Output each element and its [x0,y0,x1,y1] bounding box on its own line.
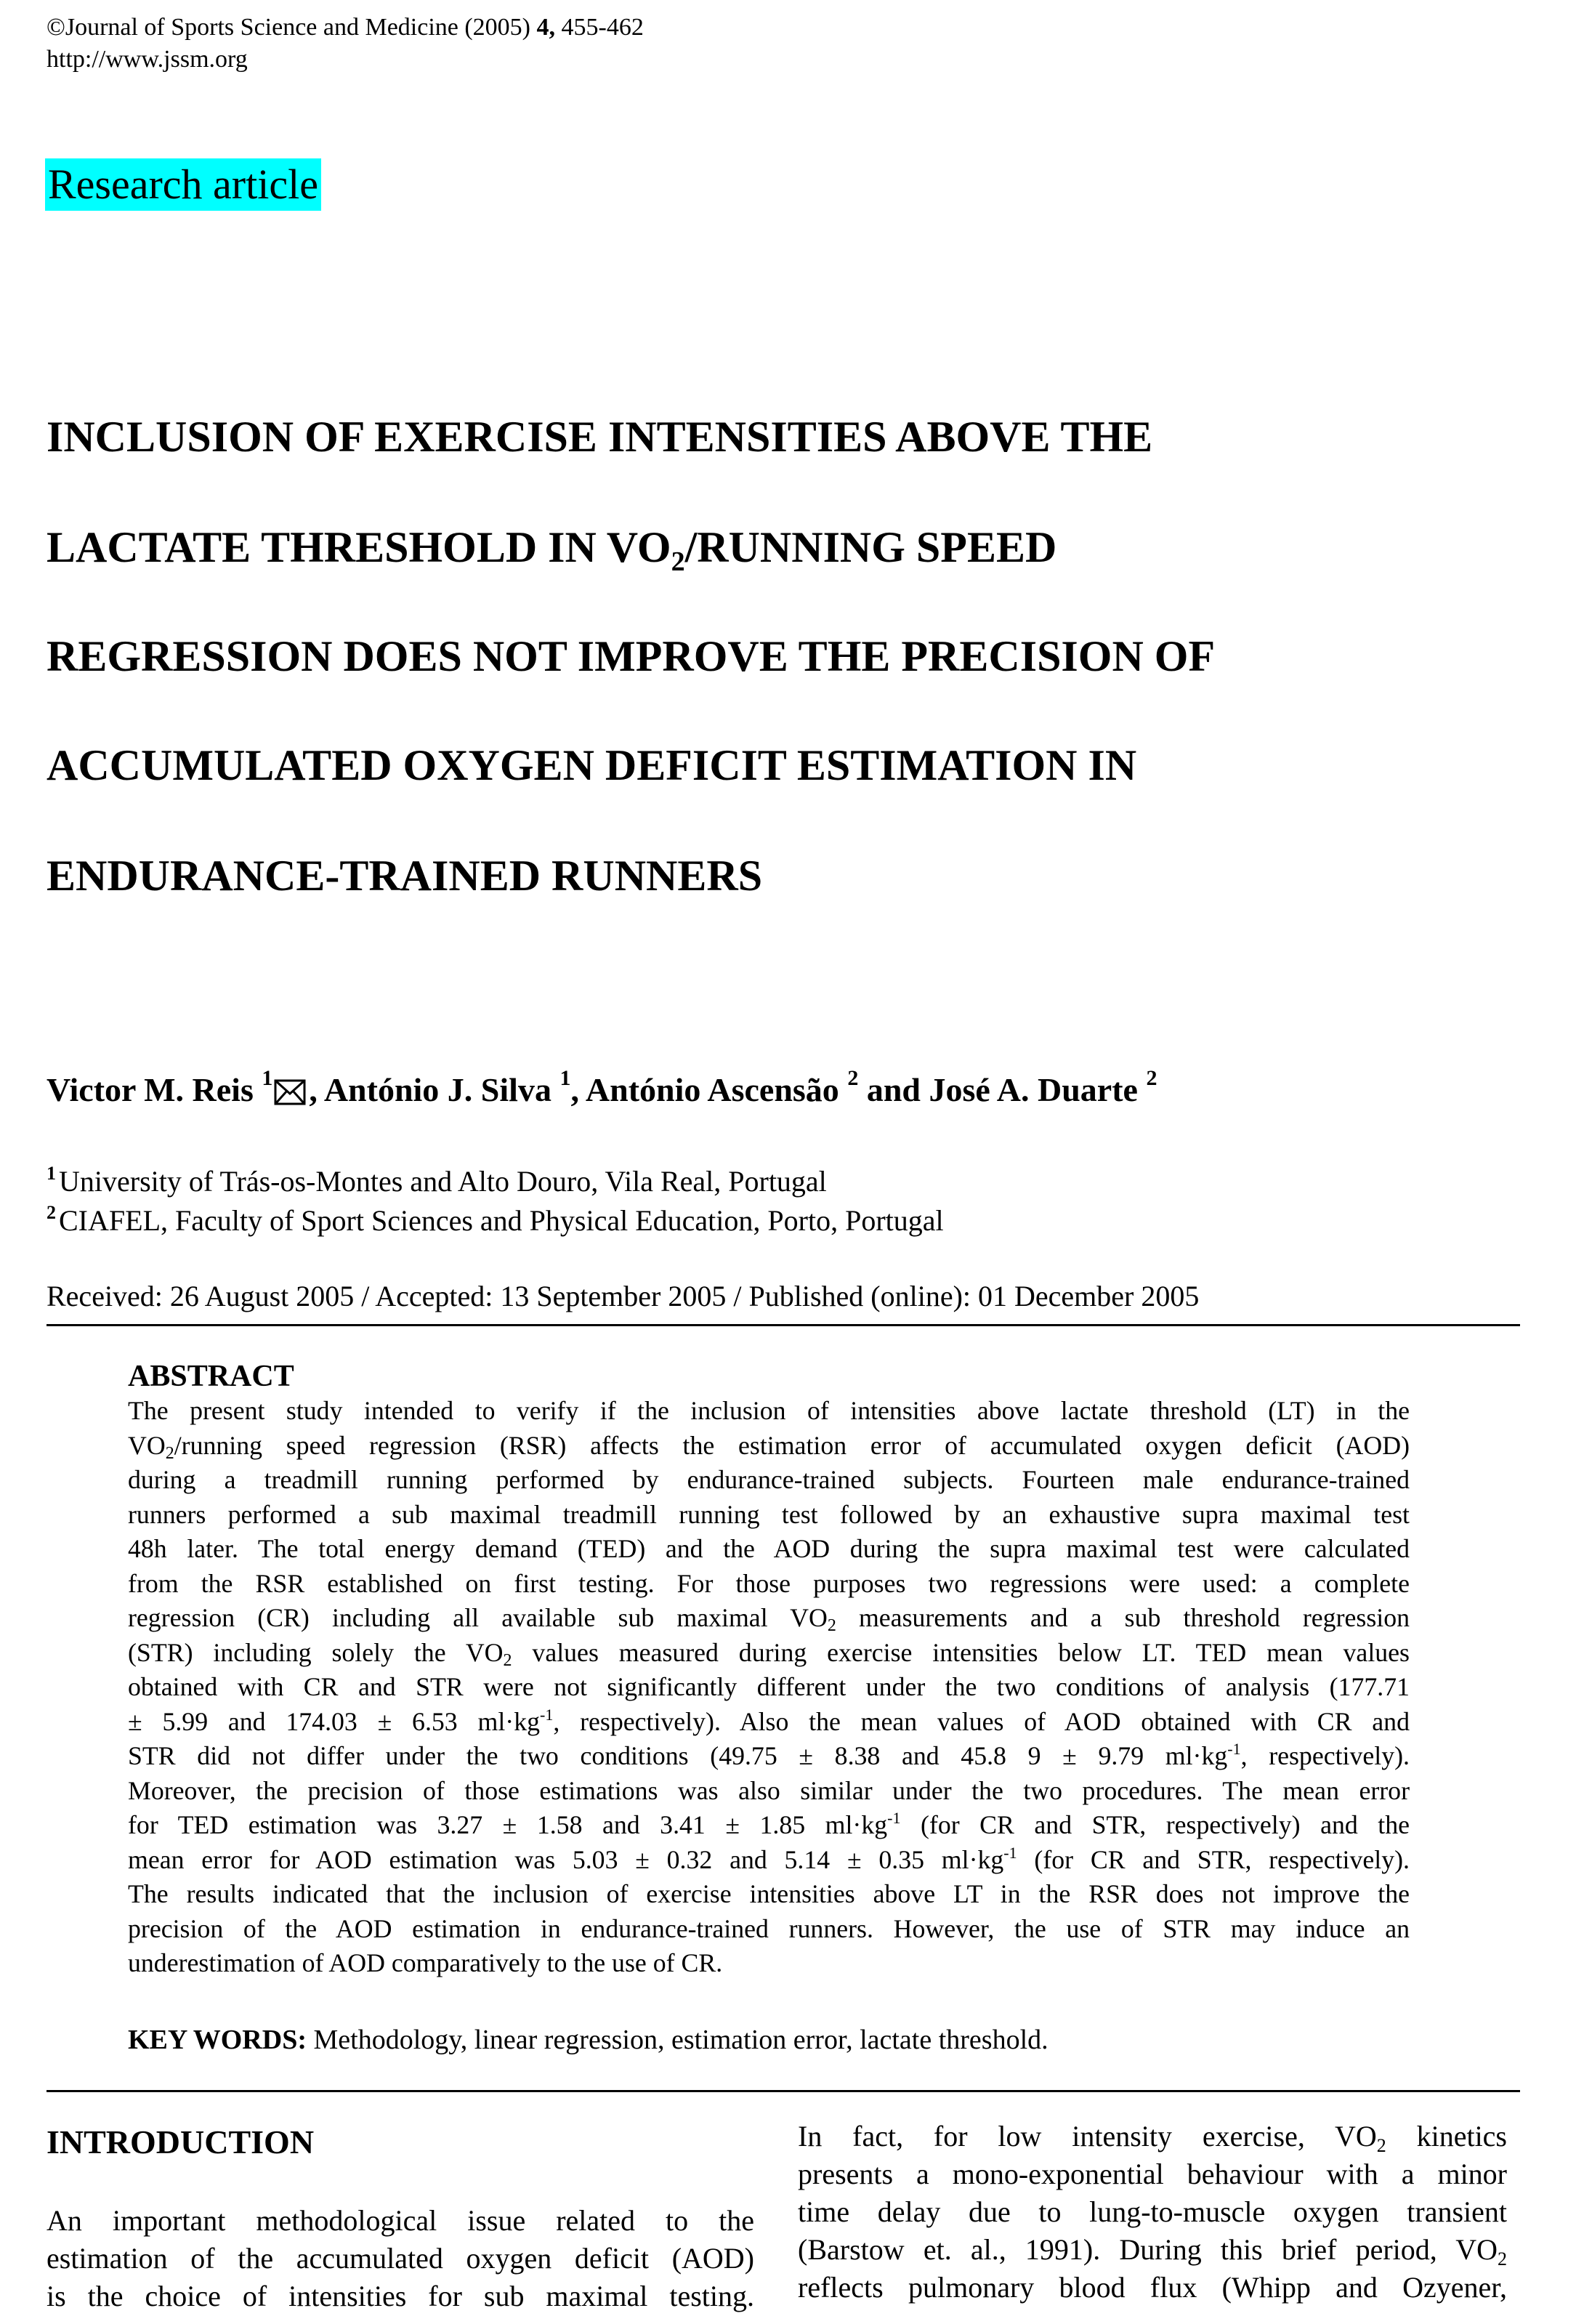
divider [47,1324,1520,1326]
abstract-section [128,1359,1410,1981]
abstract-heading: ABSTRACT [128,1360,294,1393]
envelope-icon[interactable] [274,1073,306,1116]
keywords [128,2023,1048,2057]
left-column-text [47,2202,754,2315]
abstract-line: from the RSR established on first testing. For those purposes two regressions were used: a complete [128,1568,1410,1598]
abstract-line: mean error for AOD estimation was 5.03 ± 0.32 and 5.14 ± 0.35 $ml\cdot kg^{-1}$ (for CR and STR, respectively). [128,1843,1410,1874]
abstract-line: $VO_2$/running speed regression (RSR) affects the estimation error of accumulated oxygen deficit (AOD) [128,1430,1410,1463]
abstract-line: (STR) including solely the $VO_2$ values measured during exercise intensities below LT. TED mean values [128,1637,1410,1670]
affiliation-2: $^2$ CIAFEL, Faculty of Sport Sciences and Physical Education, Porto, Portugal [47,1202,944,1237]
body-line: presents a mono-exponential behaviour with a minor [798,2158,1507,2190]
abstract-line: precision of the AOD estimation in endurance-trained runners. However, the use of STR may induce an [128,1913,1410,1943]
body-line: In fact, for low intensity exercise, $VO_2$ kinetics [798,2120,1507,2156]
abstract-body [128,1394,1410,1981]
abstract-line: STR did not differ under the two conditions (49.75 ± 8.38 and 45.8 9 ± 9.79 $ml\cdot kg^{-1}$, respectively). [128,1740,1410,1770]
author-name: , António Ascensão [570,1071,848,1108]
author-name: and José A. Duarte [858,1071,1147,1108]
author-name: , António J. Silva [309,1071,560,1108]
title-line-1: INCLUSION OF EXERCISE INTENSITIES ABOVE THE [47,413,1153,461]
journal-pages: 455-462 [555,14,644,41]
abstract-line: regression (CR) including all available sub maximal $VO_2$ measurements and a sub threshold regression [128,1603,1410,1635]
affiliation-1: $^1$ University of Trás-os-Montes and Alto Douro, Vila Real, Portugal [47,1163,827,1198]
body-line: (Barstow et. al., 1991). During this brief period, $VO_2$ [798,2233,1507,2269]
journal-citation: ©Journal of Sports Science and Medicine (2005) 4, 455-462 [47,14,644,41]
body-line: An important methodological issue related to the [47,2204,754,2237]
title-line-2: LACTATE THRESHOLD IN $VO_2$/RUNNING SPEED [47,523,1057,577]
body-line: estimation of the accumulated oxygen deficit (AOD) [47,2242,754,2275]
right-column-text [798,2118,1507,2307]
journal-url[interactable]: http://www.jssm.org [47,46,248,73]
title-line-4: ACCUMULATED OXYGEN DEFICIT ESTIMATION IN [47,741,1137,789]
keywords-text: Methodology, linear regression, estimation error, lactate threshold. [306,2025,1048,2055]
abstract-line: The results indicated that the inclusion of exercise intensities above LT in the RSR does not improve the [128,1879,1410,1908]
body-line: is the choice of intensities for sub maximal testing. [47,2280,754,2312]
divider [47,2090,1520,2092]
abstract-line: obtained with CR and STR were not significantly different under the two conditions of analysis (177.71 [128,1672,1410,1701]
abstract-line: ± 5.99 and 174.03 ± 6.53 $ml\cdot kg^{-1}$, respectively). Also the mean values of AOD obtained with CR and [128,1705,1410,1736]
abstract-line: 48h later. The total energy demand (TED) and the AOD during the supra maximal test were calculated [128,1534,1410,1563]
abstract-line: runners performed a sub maximal treadmill running test followed by an exhaustive supra maximal test [128,1499,1410,1529]
author-list: Victor M. Reis $^1$ , António J. Silva $^1$, António Ascensão $^2$ and José A. Duarte $^2$ [47,1068,1157,1116]
body-line: reflects pulmonary blood flux (Whipp and Ozyener, [798,2271,1507,2304]
abstract-line: underestimation of AOD comparatively to the use of CR. [128,1948,723,1977]
title-line-3: REGRESSION DOES NOT IMPROVE THE PRECISION OF [47,632,1216,680]
section-heading: INTRODUCTION [47,2123,315,2160]
article-type-label: Research article [45,158,321,211]
body-line: time delay due to lung-to-muscle oxygen transient [798,2195,1507,2228]
abstract-line: for TED estimation was 3.27 ± 1.58 and 3.41 ± 1.85 $ml\cdot kg^{-1}$ (for CR and STR, respectively) and the [128,1809,1410,1839]
abstract-line: Moreover, the precision of those estimations was also similar under the two procedures. The mean error [128,1775,1410,1805]
author-name: Victor M. Reis [47,1071,262,1108]
abstract-line: The present study intended to verify if the inclusion of intensities above lactate threshold (LT) in the [128,1396,1410,1425]
journal-volume: 4, [536,14,556,41]
title-line-5: ENDURANCE-TRAINED RUNNERS [47,852,763,900]
publication-dates: Received: 26 August 2005 / Accepted: 13 September 2005 / Published (online): 01 December 2005 [47,1280,1200,1312]
abstract-line: during a treadmill running performed by endurance-trained subjects. Fourteen male endurance-trained [128,1465,1410,1494]
keywords-label: KEY WORDS: [128,2025,307,2055]
